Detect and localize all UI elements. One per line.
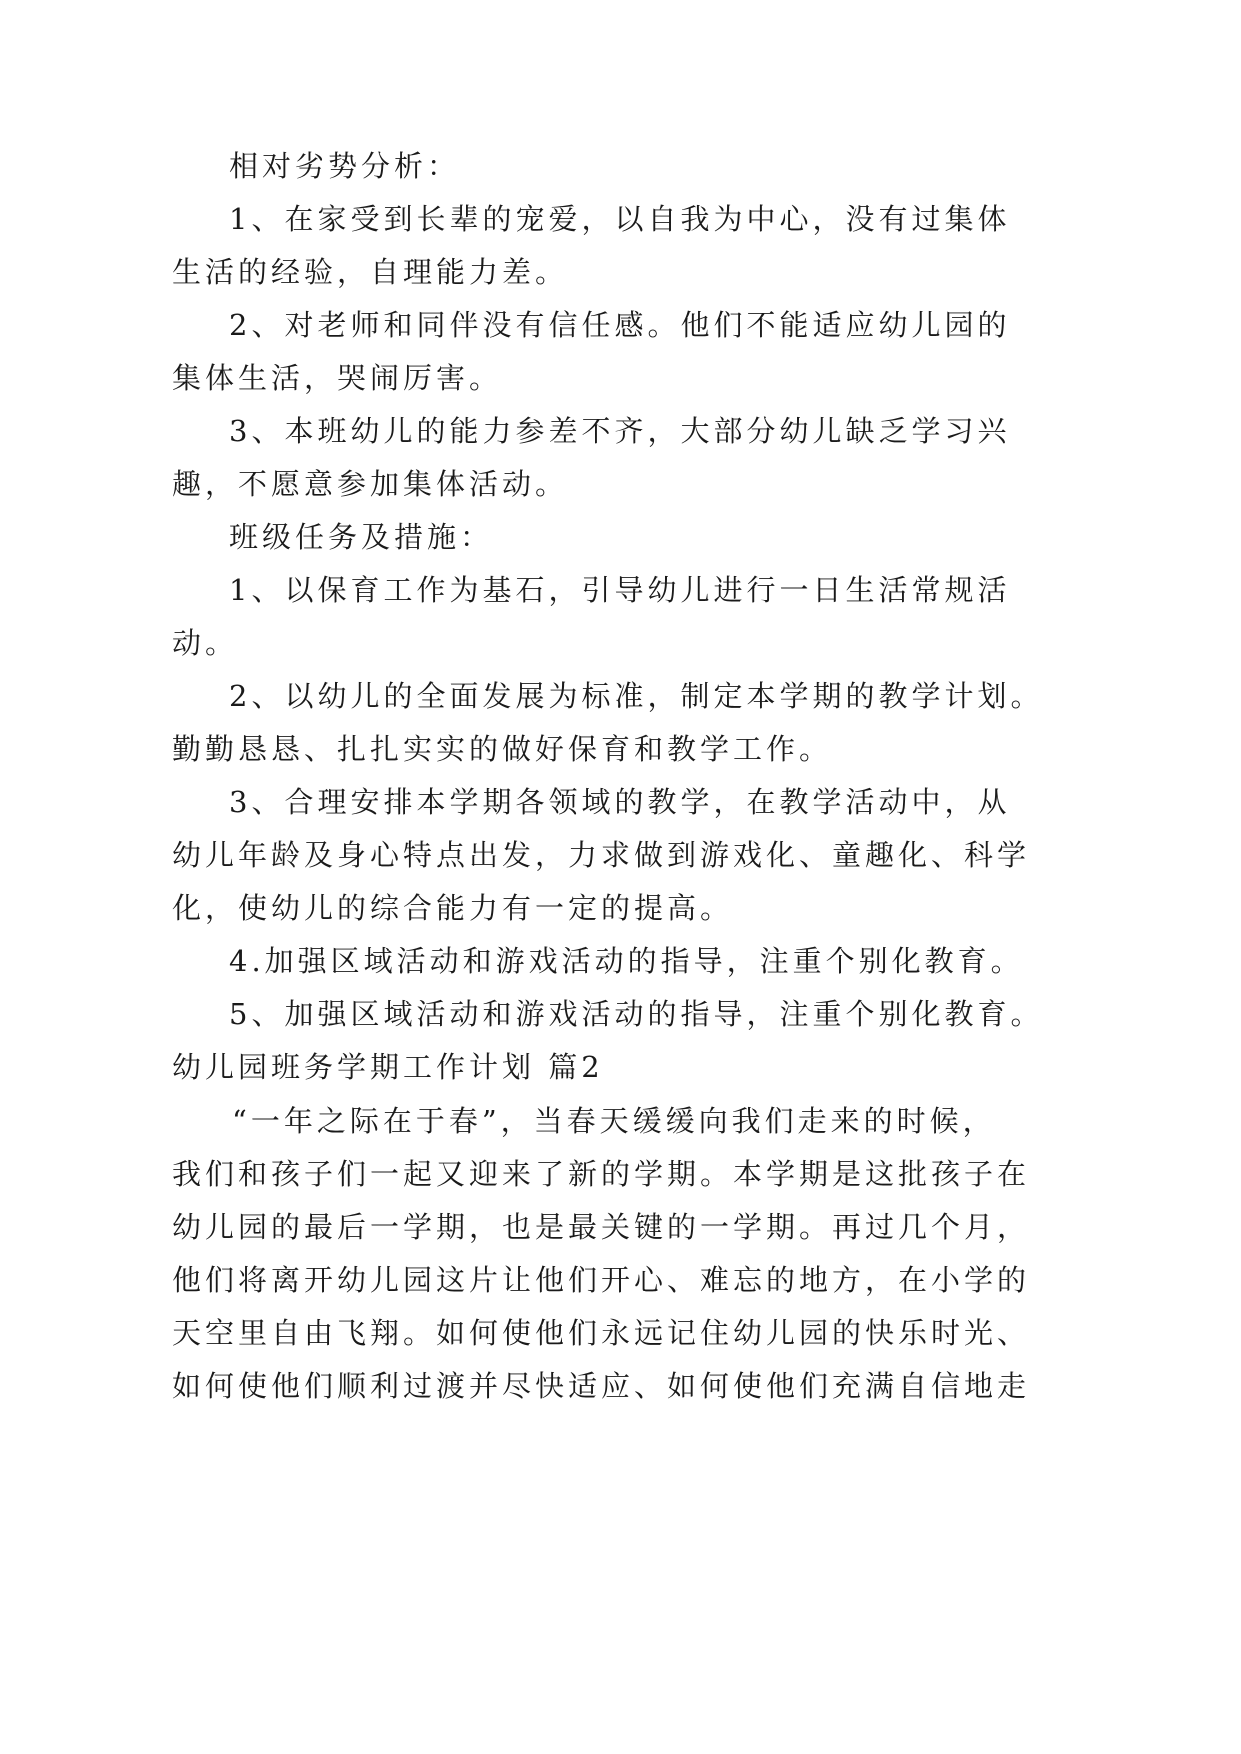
paragraph-line: 2、以幼儿的全面发展为标准，制定本学期的教学计划。 — [229, 679, 1044, 713]
section-heading: 相对劣势分析： — [229, 149, 461, 183]
paragraph-line: 5、加强区域活动和游戏活动的指导，注重个别化教育。 — [229, 997, 1044, 1031]
paragraph-line: 集体生活，哭闹厉害。 — [172, 361, 503, 395]
paragraph-line: 勤勤恳恳、扎扎实实的做好保育和教学工作。 — [172, 732, 833, 766]
paragraph-line: 生活的经验，自理能力差。 — [172, 255, 569, 289]
section-heading: 班级任务及措施： — [229, 520, 494, 554]
paragraph-line: 幼儿年龄及身心特点出发，力求做到游戏化、童趣化、科学 — [172, 838, 1031, 872]
paragraph-line: 他们将离开幼儿园这片让他们开心、难忘的地方，在小学的 — [172, 1263, 1031, 1297]
paragraph-line: 1、以保育工作为基石，引导幼儿进行一日生活常规活 — [229, 573, 1011, 607]
paragraph-line: 化，使幼儿的综合能力有一定的提高。 — [172, 891, 734, 925]
paragraph-line: 2、对老师和同伴没有信任感。他们不能适应幼儿园的 — [229, 308, 1011, 342]
paragraph-line: 动。 — [172, 626, 239, 660]
paragraph-line: “一年之际在于春”，当春天缓缓向我们走来的时候， — [232, 1104, 996, 1138]
paragraph-line: 幼儿园的最后一学期，也是最关键的一学期。再过几个月， — [172, 1210, 1031, 1244]
paragraph-line: 3、本班幼儿的能力参差不齐，大部分幼儿缺乏学习兴 — [229, 414, 1011, 448]
paragraph-line: 1、在家受到长辈的宠爱，以自我为中心，没有过集体 — [229, 202, 1011, 236]
paragraph-line: 趣，不愿意参加集体活动。 — [172, 467, 569, 501]
paragraph-line: 我们和孩子们一起又迎来了新的学期。本学期是这批孩子在 — [172, 1157, 1031, 1191]
article-title: 幼儿园班务学期工作计划 篇2 — [172, 1050, 604, 1084]
paragraph-line: 3、合理安排本学期各领域的教学，在教学活动中，从 — [229, 785, 1011, 819]
paragraph-line: 如何使他们顺利过渡并尽快适应、如何使他们充满自信地走 — [172, 1369, 1031, 1403]
paragraph-line: 天空里自由飞翔。如何使他们永远记住幼儿园的快乐时光、 — [172, 1316, 1031, 1350]
paragraph-line: 4.加强区域活动和游戏活动的指导，注重个别化教育。 — [229, 944, 1024, 978]
